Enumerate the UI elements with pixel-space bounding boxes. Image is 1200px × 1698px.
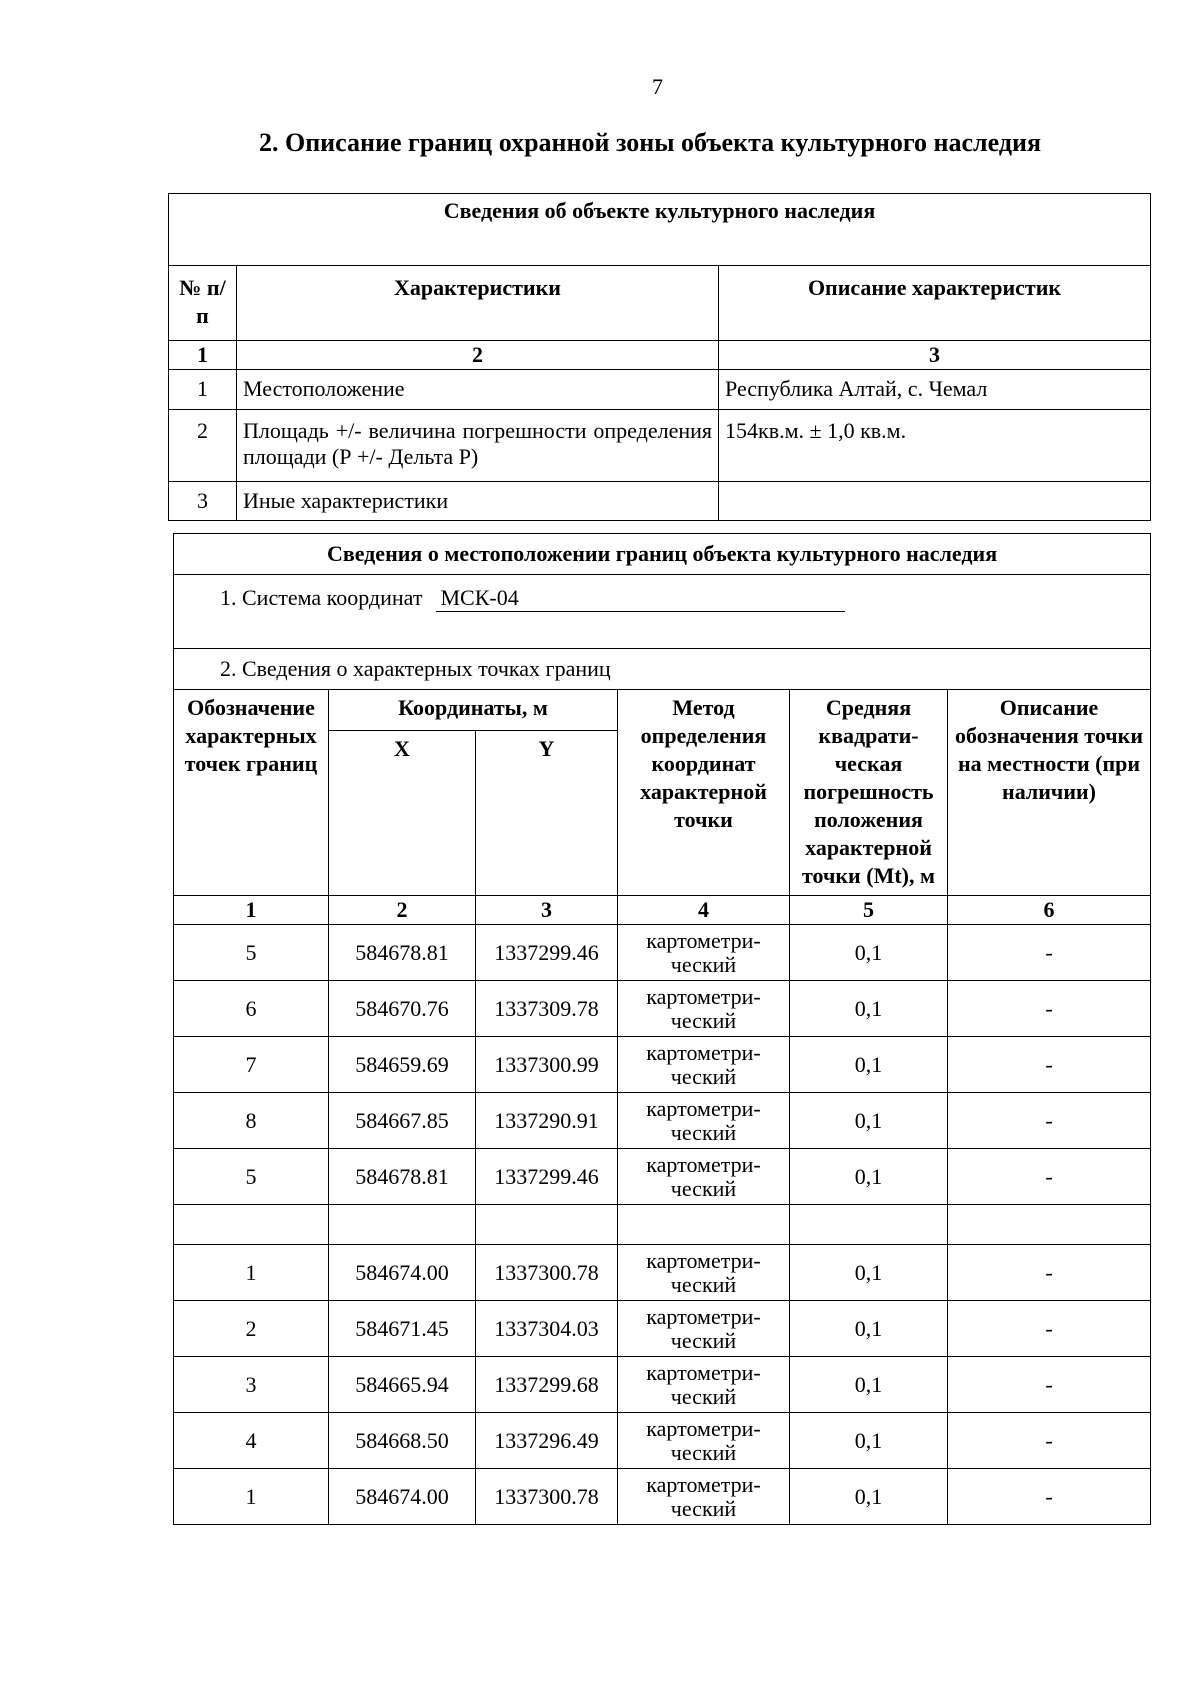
table-row: [174, 1469, 1151, 1525]
coordinate-system: [174, 575, 1151, 649]
mean-error: 0,1: [790, 1469, 948, 1525]
column-number: 1: [174, 896, 329, 925]
header-x: X: [329, 731, 476, 896]
coordinate-y: 1337300.99: [476, 1037, 618, 1093]
point-designation: 7: [174, 1037, 329, 1093]
mean-error: 0,1: [790, 925, 948, 981]
point-group: [174, 1245, 1151, 1525]
header-description: Описание характеристик: [719, 266, 1151, 341]
method: картометри-ческий: [618, 1093, 790, 1149]
header-description: Описание обозначения точки на местности (при наличии): [948, 690, 1151, 896]
column-number: 3: [719, 341, 1151, 370]
table-row: [174, 1357, 1151, 1413]
point-description: -: [948, 1037, 1151, 1093]
coordinate-y: 1337304.03: [476, 1301, 618, 1357]
coordinate-y: 1337300.78: [476, 1469, 618, 1525]
table-row: [169, 410, 1151, 482]
table-row: [174, 1245, 1151, 1301]
coordinate-y: 1337299.46: [476, 925, 618, 981]
coordinate-system-label: 1. Система координат: [220, 585, 423, 610]
method: картометри-ческий: [618, 1149, 790, 1205]
method: картометри-ческий: [618, 1245, 790, 1301]
header-designation: Обозначение характерных точек границ: [174, 690, 329, 896]
document-title: 2. Описание границ охранной зоны объекта культурного наследия: [258, 128, 1042, 157]
object-info-table: [168, 193, 1151, 521]
point-designation: 8: [174, 1093, 329, 1149]
point-designation: 1: [174, 1245, 329, 1301]
table-row: [169, 482, 1151, 521]
characteristic-value: Республика Алтай, с. Чемал: [719, 370, 1151, 410]
header-y: Y: [476, 731, 618, 896]
mean-error: 0,1: [790, 1149, 948, 1205]
characteristic-value: 154кв.м. ± 1,0 кв.м.: [719, 410, 1151, 482]
column-number: 5: [790, 896, 948, 925]
coordinate-x: 584670.76: [329, 981, 476, 1037]
coordinate-y: 1337290.91: [476, 1093, 618, 1149]
page-number: 7: [652, 74, 663, 99]
characteristic-name: Местоположение: [237, 370, 719, 410]
method: картометри-ческий: [618, 1469, 790, 1525]
coordinate-y: 1337299.46: [476, 1149, 618, 1205]
point-designation: 6: [174, 981, 329, 1037]
method: картометри-ческий: [618, 1413, 790, 1469]
column-number: 2: [237, 341, 719, 370]
coordinate-x: 584674.00: [329, 1469, 476, 1525]
boundary-points-table: [173, 533, 1151, 1525]
object-info-title: Сведения об объекте культурного наследия: [169, 194, 1151, 266]
mean-error: 0,1: [790, 981, 948, 1037]
mean-error: 0,1: [790, 1037, 948, 1093]
point-designation: 5: [174, 925, 329, 981]
table-row: [174, 1301, 1151, 1357]
column-number: 1: [169, 341, 237, 370]
table-row: [169, 370, 1151, 410]
column-number: 6: [948, 896, 1151, 925]
point-description: -: [948, 981, 1151, 1037]
point-description: -: [948, 1245, 1151, 1301]
coordinate-x: 584668.50: [329, 1413, 476, 1469]
mean-error: 0,1: [790, 1301, 948, 1357]
column-number: 4: [618, 896, 790, 925]
point-designation: 2: [174, 1301, 329, 1357]
table-row: [174, 1413, 1151, 1469]
row-number: 2: [169, 410, 237, 482]
coordinate-x: 584659.69: [329, 1037, 476, 1093]
coordinate-system-value: МСК-04: [436, 585, 845, 612]
column-number: 3: [476, 896, 618, 925]
coordinate-x: 584667.85: [329, 1093, 476, 1149]
table-row: [174, 1093, 1151, 1149]
mean-error: 0,1: [790, 1413, 948, 1469]
point-description: -: [948, 1149, 1151, 1205]
group-separator: [174, 1205, 1151, 1245]
mean-error: 0,1: [790, 1093, 948, 1149]
header-characteristics: Характеристики: [237, 266, 719, 341]
method: картометри-ческий: [618, 1301, 790, 1357]
method: картометри-ческий: [618, 1037, 790, 1093]
header-method: Метод определения координат характерной точки: [618, 690, 790, 896]
point-description: -: [948, 1357, 1151, 1413]
coordinate-x: 584678.81: [329, 1149, 476, 1205]
coordinate-x: 584671.45: [329, 1301, 476, 1357]
table-row: [174, 981, 1151, 1037]
coordinate-y: 1337309.78: [476, 981, 618, 1037]
method: картометри-ческий: [618, 981, 790, 1037]
coordinate-y: 1337300.78: [476, 1245, 618, 1301]
point-group: [174, 925, 1151, 1205]
table-row: [174, 925, 1151, 981]
mean-error: 0,1: [790, 1245, 948, 1301]
coordinate-x: 584678.81: [329, 925, 476, 981]
point-description: -: [948, 1301, 1151, 1357]
point-description: -: [948, 1413, 1151, 1469]
row-number: 3: [169, 482, 237, 521]
mean-error: 0,1: [790, 1357, 948, 1413]
characteristic-name: Площадь +/- величина погрешности определения площади (Р +/- Дельта Р): [237, 410, 719, 482]
header-coordinates: Координаты, м: [329, 690, 618, 731]
method: картометри-ческий: [618, 925, 790, 981]
point-designation: 4: [174, 1413, 329, 1469]
table-row: [174, 1037, 1151, 1093]
coordinate-x: 584674.00: [329, 1245, 476, 1301]
point-description: -: [948, 925, 1151, 981]
point-designation: 1: [174, 1469, 329, 1525]
table-row: [174, 1149, 1151, 1205]
characteristic-name: Иные характеристики: [237, 482, 719, 521]
points-section-label: 2. Сведения о характерных точках границ: [174, 649, 1151, 690]
coordinate-y: 1337296.49: [476, 1413, 618, 1469]
point-designation: 5: [174, 1149, 329, 1205]
point-description: -: [948, 1093, 1151, 1149]
header-number: № п/п: [169, 266, 237, 341]
header-error: Средняя квадрати-ческая погрешность положения характерной точки (Mt), м: [790, 690, 948, 896]
boundaries-title: Сведения о местоположении границ объекта культурного наследия: [174, 534, 1151, 575]
coordinate-x: 584665.94: [329, 1357, 476, 1413]
coordinate-y: 1337299.68: [476, 1357, 618, 1413]
point-description: -: [948, 1469, 1151, 1525]
point-designation: 3: [174, 1357, 329, 1413]
method: картометри-ческий: [618, 1357, 790, 1413]
characteristic-value: [719, 482, 1151, 521]
row-number: 1: [169, 370, 237, 410]
column-number: 2: [329, 896, 476, 925]
